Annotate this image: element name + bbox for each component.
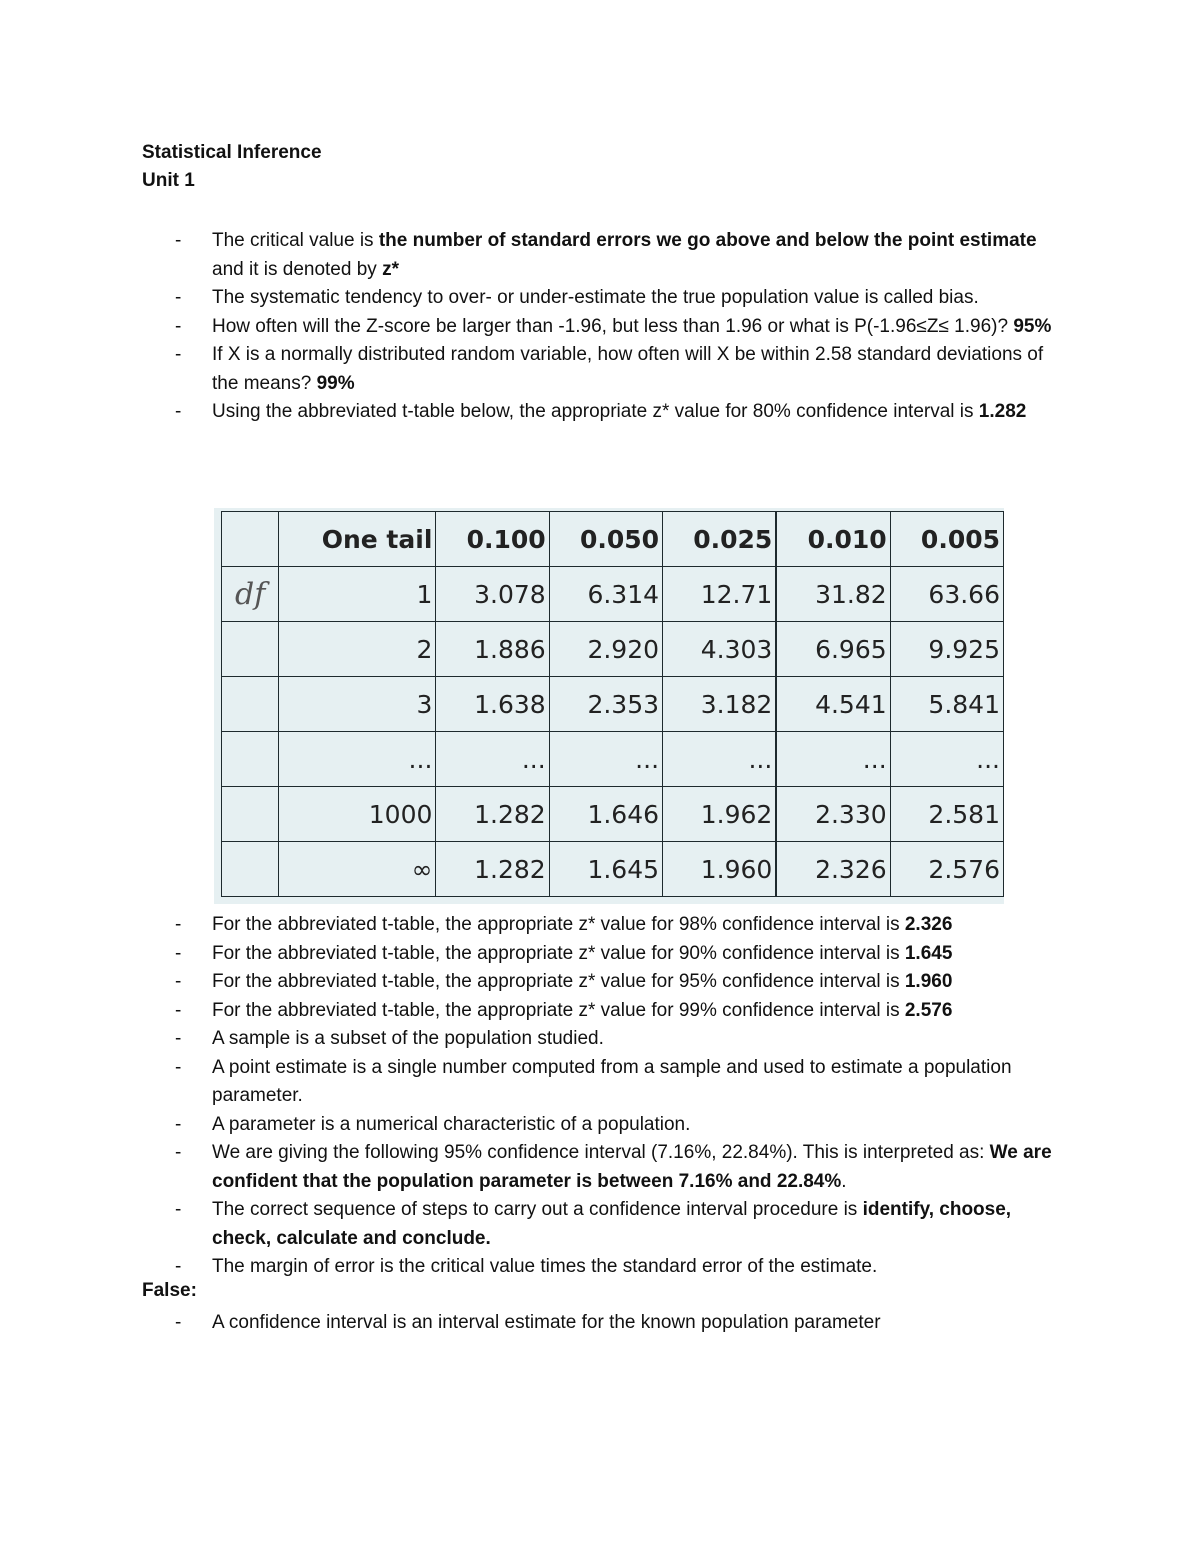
list-item: - A sample is a subset of the population studied. bbox=[142, 1025, 1072, 1054]
table-cell bbox=[222, 732, 279, 787]
table-row bbox=[222, 787, 1004, 842]
facts-list-before-table bbox=[142, 227, 1072, 427]
table-cell: 3.182 bbox=[663, 677, 777, 732]
list-item: - The margin of error is the critical value times the standard error of the estimate. bbox=[142, 1253, 1072, 1282]
list-item: - For the abbreviated t-table, the appropriate z* value for 99% confidence interval is 2.576 bbox=[142, 997, 1072, 1026]
table-cell: 1.645 bbox=[549, 842, 662, 897]
list-item: - The correct sequence of steps to carry out a confidence interval procedure is identify, choose, check, calculate and conclude. bbox=[142, 1196, 1072, 1253]
table-cell: 2.330 bbox=[776, 787, 890, 842]
table-cell: 2.920 bbox=[549, 622, 662, 677]
table-row bbox=[222, 677, 1004, 732]
table-cell: 1000 bbox=[279, 787, 436, 842]
table-cell: 31.82 bbox=[776, 567, 890, 622]
table-header-cell: 0.005 bbox=[890, 512, 1003, 567]
table-row bbox=[222, 732, 1004, 787]
table-cell: 5.841 bbox=[890, 677, 1003, 732]
list-item: - The systematic tendency to over- or under-estimate the true population value is called bias. bbox=[142, 284, 1072, 313]
table-cell: ... bbox=[890, 732, 1003, 787]
table-cell: 4.303 bbox=[663, 622, 777, 677]
list-item: - A parameter is a numerical characteristic of a population. bbox=[142, 1111, 1072, 1140]
table-cell: ... bbox=[436, 732, 549, 787]
table-cell: 3.078 bbox=[436, 567, 549, 622]
list-item: - How often will the Z-score be larger than -1.96, but less than 1.96 or what is P(-1.96≤Z≤ 1.96)? 95% bbox=[142, 313, 1072, 342]
table-cell: 63.66 bbox=[890, 567, 1003, 622]
table-cell: 12.71 bbox=[663, 567, 777, 622]
list-item: - For the abbreviated t-table, the appropriate z* value for 90% confidence interval is 1.645 bbox=[142, 940, 1072, 969]
list-item: - If X is a normally distributed random variable, how often will X be within 2.58 standard deviations of the means? 99% bbox=[142, 341, 1072, 398]
t-table-image bbox=[214, 508, 1004, 904]
table-cell: 1.282 bbox=[436, 787, 549, 842]
unit-heading: Unit 1 bbox=[142, 170, 195, 191]
table-cell: 3 bbox=[279, 677, 436, 732]
table-header-cell: 0.025 bbox=[663, 512, 777, 567]
table-cell: 2.581 bbox=[890, 787, 1003, 842]
table-cell: ... bbox=[279, 732, 436, 787]
table-cell bbox=[222, 677, 279, 732]
table-cell: 1 bbox=[279, 567, 436, 622]
table-cell: 1.638 bbox=[436, 677, 549, 732]
table-cell: 1.282 bbox=[436, 842, 549, 897]
table-cell: 2 bbox=[279, 622, 436, 677]
table-header-cell: 0.010 bbox=[776, 512, 890, 567]
table-cell: 2.576 bbox=[890, 842, 1003, 897]
table-cell bbox=[222, 842, 279, 897]
table-row bbox=[222, 622, 1004, 677]
false-statements-list bbox=[142, 1309, 1072, 1338]
table-cell: 1.960 bbox=[663, 842, 777, 897]
table-cell: 1.646 bbox=[549, 787, 662, 842]
list-item: - Using the abbreviated t-table below, the appropriate z* value for 80% confidence interval is 1.282 bbox=[142, 398, 1072, 427]
table-header-cell: 0.050 bbox=[549, 512, 662, 567]
table-cell: 1.962 bbox=[663, 787, 777, 842]
table-cell: 9.925 bbox=[890, 622, 1003, 677]
table-header-row bbox=[222, 512, 1004, 567]
table-header-cell: One tail bbox=[279, 512, 436, 567]
list-item: - For the abbreviated t-table, the appropriate z* value for 98% confidence interval is 2.326 bbox=[142, 911, 1072, 940]
table-cell: ... bbox=[663, 732, 777, 787]
document-title: Statistical Inference bbox=[142, 142, 322, 163]
table-header-cell: 0.100 bbox=[436, 512, 549, 567]
t-table bbox=[221, 511, 1004, 897]
table-cell: 6.314 bbox=[549, 567, 662, 622]
table-cell: ∞ bbox=[279, 842, 436, 897]
list-item: - The critical value is the number of standard errors we go above and below the point estimate and it is denoted by z* bbox=[142, 227, 1072, 284]
table-cell: 1.886 bbox=[436, 622, 549, 677]
table-cell bbox=[222, 787, 279, 842]
table-cell: ... bbox=[776, 732, 890, 787]
table-cell: ... bbox=[549, 732, 662, 787]
list-item: - We are giving the following 95% confidence interval (7.16%, 22.84%). This is interpreted as: We are confident that the population parameter is between 7.16% and 22.84%. bbox=[142, 1139, 1072, 1196]
table-cell bbox=[222, 622, 279, 677]
list-item: - A point estimate is a single number computed from a sample and used to estimate a population parameter. bbox=[142, 1054, 1072, 1111]
table-cell: 2.326 bbox=[776, 842, 890, 897]
table-cell: 6.965 bbox=[776, 622, 890, 677]
df-label: df bbox=[222, 567, 279, 622]
table-row bbox=[222, 842, 1004, 897]
false-section-label: False: bbox=[142, 1280, 197, 1301]
list-item: - A confidence interval is an interval estimate for the known population parameter bbox=[142, 1309, 1072, 1338]
facts-list-after-table bbox=[142, 911, 1072, 1282]
table-row bbox=[222, 567, 1004, 622]
table-corner-cell bbox=[222, 512, 279, 567]
table-cell: 2.353 bbox=[549, 677, 662, 732]
table-cell: 4.541 bbox=[776, 677, 890, 732]
list-item: - For the abbreviated t-table, the appropriate z* value for 95% confidence interval is 1.960 bbox=[142, 968, 1072, 997]
